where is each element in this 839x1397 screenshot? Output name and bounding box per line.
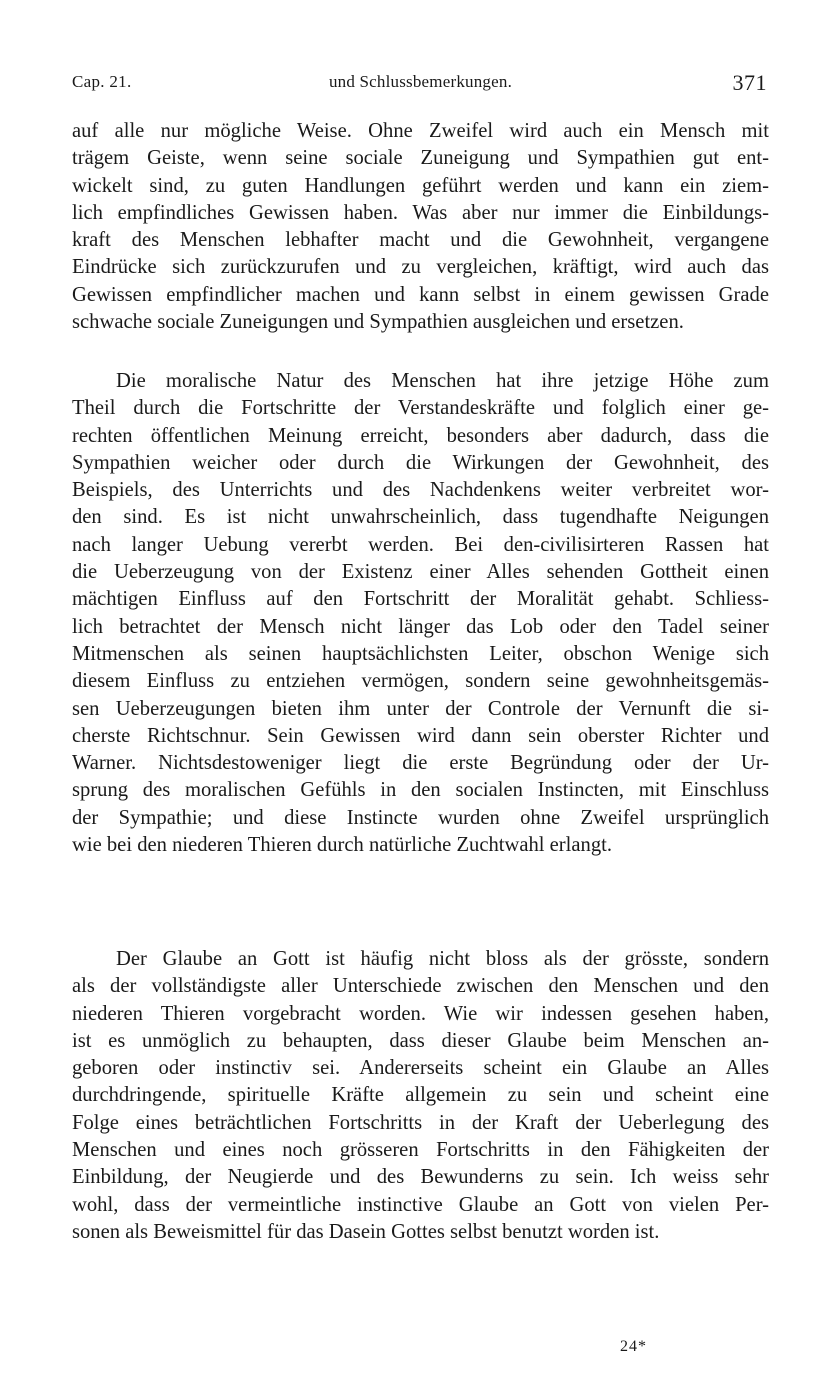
text-line: Der Glaube an Gott ist häufig nicht bloss als der grösste, sondern	[116, 948, 769, 970]
text-line: rechten öffentlichen Meinung erreicht, besonders aber dadurch, dass die	[72, 424, 769, 447]
paragraph-moral-nature	[72, 368, 769, 859]
text-line: lich empfindliches Gewissen haben. Was aber nur immer die Einbildungs-	[72, 201, 769, 224]
text-line: diesem Einfluss zu entziehen vermögen, sondern seine gewohnheitsgemäs-	[72, 670, 769, 693]
text-line: wickelt sind, zu guten Handlungen geführt werden und kann ein ziem-	[72, 174, 769, 197]
text-line: sen Ueberzeugungen bieten ihm unter der Controle der Vernunft die si-	[72, 697, 769, 720]
text-line: Beispiels, des Unterrichts und des Nachdenkens weiter verbreitet wor-	[72, 479, 769, 502]
text-line: Warner. Nichtsdestoweniger liegt die erste Begründung oder der Ur-	[72, 752, 769, 775]
paragraph-belief-in-god	[72, 946, 769, 1246]
text-line: Folge eines beträchtlichen Fortschritts in der Kraft der Ueberlegung des	[72, 1111, 769, 1134]
page-number: 371	[732, 70, 767, 95]
text-line: auf alle nur mögliche Weise. Ohne Zweifel wird auch ein Mensch mit	[72, 120, 769, 142]
text-line: Sympathien weicher oder durch die Wirkungen der Gewohnheit, des	[72, 451, 769, 474]
text-line: nach langer Uebung vererbt werden. Bei den-civilisirteren Rassen hat	[72, 533, 769, 556]
text-line: mächtigen Einfluss auf den Fortschritt der Moralität gehabt. Schliess-	[72, 588, 769, 611]
running-title: und Schlussbemerkungen.	[328, 72, 513, 91]
text-line: Eindrücke sich zurückzurufen und zu vergleichen, kräftigt, wird auch das	[72, 256, 769, 279]
text-line: lich betrachtet der Mensch nicht länger das Lob oder den Tadel seiner	[72, 615, 769, 638]
text-line: durchdringende, spirituelle Kräfte allgemein zu sein und scheint eine	[72, 1084, 769, 1107]
text-line: Mitmenschen als seinen hauptsächlichsten Leiter, obschon Wenige sich	[72, 642, 769, 665]
text-line: Die moralische Natur des Menschen hat ihre jetzige Höhe zum	[116, 370, 769, 392]
text-line: geboren oder instinctiv sei. Andererseits scheint ein Glaube an Alles	[72, 1057, 769, 1080]
text-line: sprung des moralischen Gefühls in den socialen Instincten, mit Einschluss	[72, 779, 769, 802]
text-line: den sind. Es ist nicht unwahrscheinlich, dass tugendhafte Neigungen	[72, 506, 769, 529]
text-line: Einbildung, der Neugierde und des Bewunderns zu sein. Ich weiss sehr	[72, 1166, 769, 1189]
text-line: ist es unmöglich zu behaupten, dass dieser Glaube beim Menschen an-	[72, 1029, 769, 1052]
text-line: Menschen und eines noch grösseren Fortschritts in den Fähigkeiten der	[72, 1139, 769, 1162]
text-line: trägem Geiste, wenn seine sociale Zuneigung und Sympathien gut ent-	[72, 147, 769, 170]
text-line: wohl, dass der vermeintliche instinctive Glaube an Gott von vielen Per-	[72, 1193, 769, 1216]
paragraph-continuation	[72, 118, 769, 336]
text-line: wie bei den niederen Thieren durch natürliche Zuchtwahl erlangt.	[72, 834, 612, 857]
text-line: Gewissen empfindlicher machen und kann selbst in einem gewissen Grade	[72, 283, 769, 306]
text-line: Theil durch die Fortschritte der Verstandeskräfte und folglich einer ge-	[72, 397, 769, 420]
text-line: die Ueberzeugung von der Existenz einer Alles sehenden Gottheit einen	[72, 561, 769, 584]
running-head	[72, 70, 769, 100]
text-line: cherste Richtschnur. Sein Gewissen wird dann sein oberster Richter und	[72, 724, 769, 747]
text-line: als der vollständigste aller Unterschiede zwischen den Menschen und den	[72, 975, 769, 998]
text-line: der Sympathie; und diese Instincte wurden ohne Zweifel ursprünglich	[72, 806, 769, 829]
text-line: kraft des Menschen lebhafter macht und die Gewohnheit, vergangene	[72, 229, 769, 252]
signature-mark: 24*	[620, 1338, 647, 1355]
text-line: niederen Thieren vorgebracht worden. Wie wir indessen gesehen haben,	[72, 1002, 769, 1025]
chapter-label: Cap. 21.	[72, 72, 132, 91]
text-line: sonen als Beweismittel für das Dasein Gottes selbst benutzt worden ist.	[72, 1220, 660, 1243]
text-line: schwache sociale Zuneigungen und Sympathien ausgleichen und ersetzen.	[72, 311, 684, 334]
